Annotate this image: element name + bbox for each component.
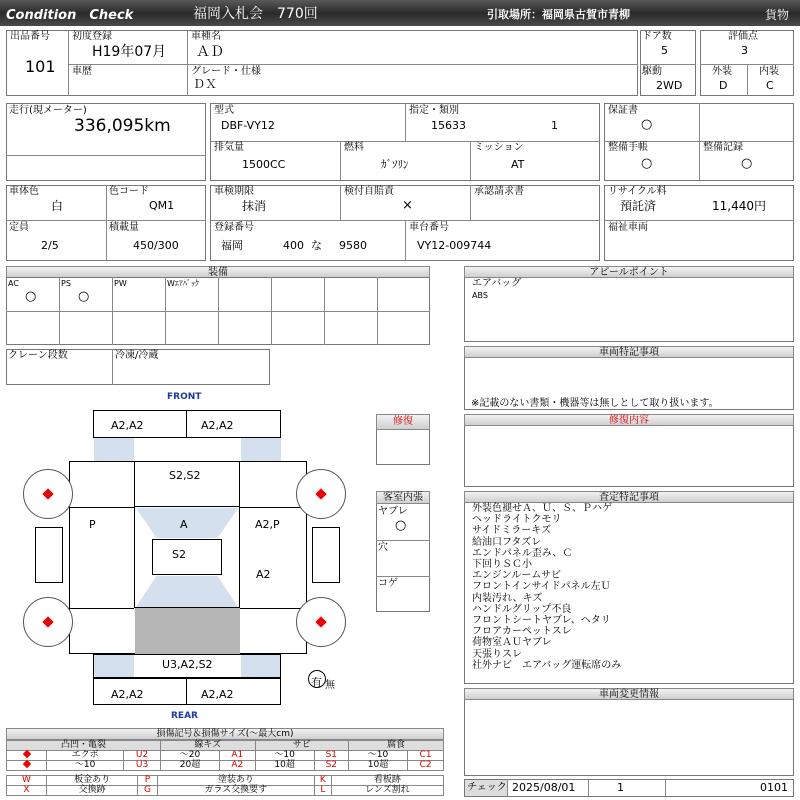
repair-title: 修復 <box>376 414 430 430</box>
legend-code: A2 <box>220 761 256 771</box>
interior-lining-title: 客室内張 <box>376 491 430 504</box>
rear-label: REAR <box>171 711 198 721</box>
wheel-rear-left-icon <box>23 597 73 647</box>
legend-group-corrosion: 腐食 <box>348 741 443 751</box>
equip-ps-label: PS <box>61 279 71 288</box>
inspection-note: 給油口フタズレ <box>472 536 542 548</box>
first-reg-value: H19年07月 <box>92 44 167 60</box>
spec-value-2: 1 <box>551 119 558 132</box>
inspection-note: 下回りＳＣ小 <box>472 559 532 571</box>
inspection-notes-title: 査定特記事項 <box>464 491 794 503</box>
damage-rear-panel: U3,A2,S2 <box>162 658 213 671</box>
inspection-label: 車検期限 <box>214 186 254 197</box>
maint-record-value: ○ <box>741 156 753 171</box>
legend-cell: レンズ割れ <box>331 786 443 796</box>
damage-roof: S2 <box>172 548 186 561</box>
check-number: 1 <box>617 781 624 794</box>
legend-code: X <box>7 786 47 796</box>
color-code-label: 色コード <box>109 186 149 197</box>
inspection-note: フロアカーペットスレ <box>472 626 572 638</box>
approval-label: 承認請求書 <box>474 186 524 197</box>
chassis-value: VY12-009744 <box>417 239 492 252</box>
inspection-note: 天張りスレ <box>472 648 522 660</box>
insurance-label: 検付自賠責 <box>344 186 394 197</box>
drive-label: 駆動 <box>642 66 662 77</box>
load-value: 450/300 <box>133 239 179 252</box>
damage-right-rear: A2 <box>256 568 271 581</box>
legend-cell: 10超 <box>255 761 314 771</box>
pickup-location: 引取場所：福岡県古賀市青柳 <box>487 8 630 21</box>
legend-cell: 板金あり <box>47 776 138 786</box>
legend-repair-table <box>6 775 444 796</box>
legend-cell: 〜10 <box>47 761 124 771</box>
capacity-label: 定員 <box>9 222 29 233</box>
damage-right-door: A2,P <box>255 518 280 531</box>
legend-code: S2 <box>314 761 348 771</box>
equip-ps-mark: ○ <box>78 289 90 304</box>
damage-left-door: P <box>89 518 96 531</box>
equip-pw-label: PW <box>114 279 127 288</box>
legend-cell: 塗装あり <box>157 776 314 786</box>
special-notes-title: 車両特記事項 <box>464 346 794 358</box>
header-bar <box>0 0 800 26</box>
legend-code: U2 <box>124 751 161 761</box>
red-diamond-icon <box>22 750 30 758</box>
recycle-fee: 11,440円 <box>712 199 766 213</box>
inspection-note: ハンドルグリップ不良 <box>472 603 572 615</box>
legend-group-rust: サビ <box>255 741 348 751</box>
legend-cell: 看板跡 <box>331 776 443 786</box>
equip-ac-label: AC <box>8 279 19 288</box>
lot-number: 101 <box>25 57 56 76</box>
red-diamond-icon <box>22 760 30 768</box>
model-name-label: 車種名 <box>191 31 221 42</box>
inspection-note: フロントインサイドパネル左Ｕ <box>472 581 611 593</box>
damage-rear-bumper-left: A2,A2 <box>111 688 144 701</box>
legend-code: L <box>314 786 331 796</box>
model-name-value: ＡＤ <box>196 44 224 60</box>
maintenance-value: ○ <box>641 156 653 171</box>
inspection-note: 内装汚れ、キズ <box>472 592 543 604</box>
mileage-label: 走行(現メーター) <box>9 105 87 116</box>
doors-label: ドア数 <box>642 31 672 42</box>
mission-label: ミッション <box>474 142 524 153</box>
doors-value: 5 <box>661 44 668 57</box>
legend-cell: エクボ <box>47 751 124 761</box>
legend-code: A1 <box>220 751 256 761</box>
damage-rear-bumper-right: A2,A2 <box>201 688 234 701</box>
body-color-label: 車体色 <box>9 186 39 197</box>
score-label: 評価点 <box>728 31 758 42</box>
reg-number: 9580 <box>339 239 367 252</box>
crane-label: クレーン段数 <box>8 350 68 361</box>
interior-hole-label: 穴 <box>378 542 388 553</box>
score-value: 3 <box>741 44 748 57</box>
insurance-value: × <box>402 198 413 213</box>
color-code-value: QM1 <box>149 199 175 212</box>
inspection-notes-list <box>472 503 621 671</box>
equipment-title: 装備 <box>6 266 430 278</box>
capacity-value: 2/5 <box>41 239 59 252</box>
type-value: DBF-VY12 <box>221 119 275 132</box>
inspection-note: サイドミラーキズ <box>472 525 552 537</box>
legend-group-scratch: 線キズ <box>160 741 255 751</box>
legend-code: S1 <box>314 751 348 761</box>
change-info-title: 車両変更情報 <box>464 688 794 700</box>
fuel-value: ｶﾞｿﾘﾝ <box>381 158 409 171</box>
damage-front-bumper-right: A2,A2 <box>201 419 234 432</box>
lot-label: 出品番号 <box>10 31 50 42</box>
wheel-front-right-icon <box>296 469 346 519</box>
freezer-label: 冷凍/冷蔵 <box>115 350 159 361</box>
inspection-note: エンドパネル歪み、Ｃ <box>472 547 573 559</box>
legend-code: G <box>138 786 158 796</box>
appeal-line-2: ABS <box>472 291 488 300</box>
inspection-value: 抹消 <box>242 199 267 213</box>
legend-group-dent: 凸凹・亀裂 <box>7 741 161 751</box>
reg-no-label: 登録番号 <box>214 222 254 233</box>
inspection-note: ヘッドライトクモリ <box>472 514 562 526</box>
spec-label: 指定・類別 <box>409 105 459 116</box>
displacement-label: 排気量 <box>214 142 244 153</box>
grade-label: グレード・仕様 <box>191 66 261 77</box>
legend-code: W <box>7 776 47 786</box>
legend-code: C2 <box>408 761 444 771</box>
history-label: 車歴 <box>72 66 92 77</box>
brand-title: Condition Check <box>6 8 134 23</box>
damage-windshield: A <box>180 518 188 531</box>
chassis-label: 車台番号 <box>409 222 449 233</box>
inspection-note: 外装色褪せＡ、Ｕ、Ｓ、Ｐハゲ <box>472 503 612 514</box>
legend-cell: 〜10 <box>348 751 407 761</box>
legend-code: U3 <box>124 761 161 771</box>
auction-title: 福岡入札会 770回 <box>193 6 318 22</box>
check-label: チェック <box>467 782 507 793</box>
inspection-note: 荷物室ＡＵヤブレ <box>472 637 552 649</box>
interior-burn-label: コゲ <box>378 578 398 589</box>
type-label: 型式 <box>214 105 234 116</box>
welfare-label: 福祉車両 <box>608 222 648 233</box>
front-label: FRONT <box>167 392 202 402</box>
maint-record-label: 整備記録 <box>703 142 743 153</box>
mission-value: AT <box>511 158 525 171</box>
damage-front-bumper-left: A2,A2 <box>111 419 144 432</box>
warranty-label: 保証書 <box>608 105 638 116</box>
legend-cell: 20超 <box>160 761 219 771</box>
change-info-box <box>464 688 794 776</box>
maintenance-label: 整備手帳 <box>608 142 648 153</box>
vehicle-category: 貨物 <box>765 8 790 22</box>
equip-ac-mark: ○ <box>25 289 37 304</box>
check-date: 2025/08/01 <box>512 781 576 794</box>
mileage-value: 336,095km <box>74 116 171 136</box>
legend-cell: 〜20 <box>160 751 219 761</box>
body-color-value: 白 <box>51 199 64 213</box>
wheel-front-left-icon <box>23 469 73 519</box>
displacement-value: 1500CC <box>242 158 286 171</box>
interior-label: 内装 <box>759 66 779 77</box>
check-code: 0101 <box>760 781 788 794</box>
legend-cell: 交換跡 <box>47 786 138 796</box>
special-notes-text: ※記載のない書類・機器等は無しとして取り扱います。 <box>471 398 719 409</box>
interior-tear-label: ヤブレ <box>378 506 408 517</box>
legend-code: P <box>138 776 158 786</box>
legend-code: C1 <box>408 751 444 761</box>
inspection-note: フロントシートヤブレ、ヘタリ <box>472 615 611 627</box>
interior-tear-mark: ○ <box>395 518 407 533</box>
repair-content-title: 修復内容 <box>464 414 794 426</box>
reg-area: 福岡 <box>221 239 243 252</box>
first-reg-label: 初度登録 <box>72 31 112 42</box>
appeal-title: アピールポイント <box>464 266 794 278</box>
inspection-note: エンジンルームサビ <box>472 570 562 582</box>
inspection-note: 社外ナビ エアバッグ運転席のみ <box>472 659 622 671</box>
grade-value: ＤＸ <box>193 77 218 91</box>
legend-code: K <box>314 776 331 786</box>
legend-cell: ガラス交換要す <box>157 786 314 796</box>
drive-value: 2WD <box>656 79 683 92</box>
repair-ari: 有 <box>311 676 322 689</box>
legend-cell: 〜10 <box>255 751 314 761</box>
recycle-label: リサイクル料 <box>608 186 667 197</box>
legend-cell: 10超 <box>348 761 407 771</box>
warranty-value: ○ <box>641 117 653 132</box>
load-label: 積載量 <box>109 222 139 233</box>
recycle-status: 預託済 <box>620 199 657 213</box>
appeal-line-1: エアバッグ <box>472 278 522 289</box>
equip-airbag-label: Wｴｱﾊﾞｯｸ <box>167 279 199 288</box>
legend-damage-table <box>6 740 444 771</box>
exterior-label: 外装 <box>712 66 732 77</box>
reg-kana: な <box>311 239 322 252</box>
spec-value-1: 15633 <box>431 119 466 132</box>
wheel-rear-right-icon <box>296 597 346 647</box>
damage-hood: S2,S2 <box>169 469 201 482</box>
reg-class: 400 <box>283 239 304 252</box>
legend-title: 損傷記号＆損傷サイズ(〜最大cm) <box>6 728 444 740</box>
exterior-value: D <box>719 79 728 92</box>
interior-value: C <box>766 79 774 92</box>
repair-nashi: 無 <box>325 680 335 691</box>
fuel-label: 燃料 <box>344 142 364 153</box>
